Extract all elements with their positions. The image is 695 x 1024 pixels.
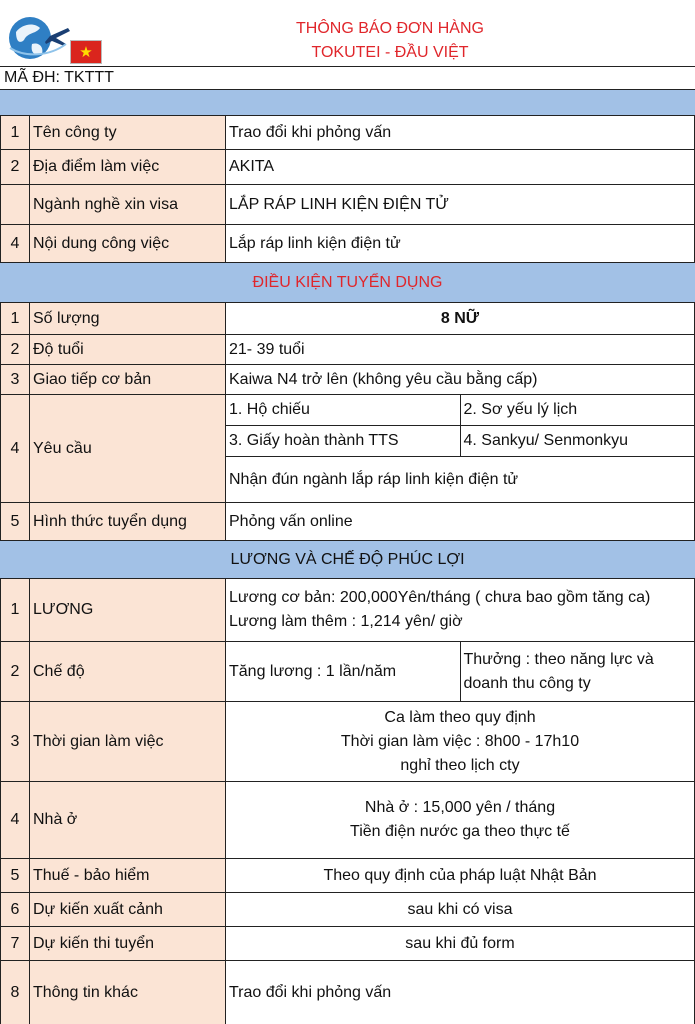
- row-number: 3: [0, 702, 30, 781]
- row-label: Chế độ: [30, 642, 226, 701]
- row-number: 4: [0, 782, 30, 858]
- notice-title: THÔNG BÁO ĐƠN HÀNG: [296, 20, 484, 37]
- row-label: Địa điểm làm việc: [30, 150, 226, 184]
- row-number: 1: [0, 303, 30, 334]
- row-number: 7: [0, 927, 30, 960]
- row-number: [0, 185, 30, 224]
- table-row: [0, 116, 695, 150]
- row-label: Thời gian làm việc: [30, 702, 226, 781]
- row-label: Thông tin khác: [30, 961, 226, 1024]
- requirement-item: 3. Giấy hoàn thành TTS: [229, 432, 399, 449]
- globe-plane-logo-icon: [6, 14, 72, 60]
- row-value: 21- 39 tuổi: [226, 335, 695, 364]
- work-time-line: nghỉ theo lịch cty: [400, 756, 520, 774]
- row-label: Yêu cầu: [30, 395, 226, 502]
- requirements-subrow: [226, 426, 694, 457]
- table-row: [0, 893, 695, 927]
- row-number: 1: [0, 116, 30, 149]
- row-value: Kaiwa N4 trở lên (không yêu cầu bằng cấp): [226, 365, 695, 394]
- row-label: Độ tuổi: [30, 335, 226, 364]
- row-value: sau khi đủ form: [226, 927, 695, 960]
- requirements-subrow: [226, 395, 694, 426]
- row-label: Dự kiến thi tuyển: [30, 927, 226, 960]
- salary-raise: Tăng lương : 1 lần/năm: [229, 662, 397, 680]
- row-value: 8 NỮ: [226, 303, 695, 334]
- table-row: [0, 579, 695, 642]
- housing-value: [226, 782, 695, 858]
- table-row: [0, 961, 695, 1024]
- regime-subrow: [226, 642, 694, 701]
- table-row: [0, 782, 695, 859]
- salary-base: Lương cơ bản: 200,000Yên/tháng ( chưa bao gồm tăng ca): [229, 589, 651, 606]
- table-row: [0, 642, 695, 702]
- row-number: 4: [0, 225, 30, 262]
- table-row: [0, 395, 695, 503]
- row-label: Ngành nghề xin visa: [30, 185, 226, 224]
- regime-grid: [226, 642, 695, 701]
- table-row: [0, 335, 695, 365]
- notice-subtitle: TOKUTEI - ĐẦU VIỆT: [311, 44, 469, 61]
- header: [0, 0, 695, 66]
- requirement-item: 4. Sankyu/ Senmonkyu: [460, 426, 695, 456]
- row-label: Số lượng: [30, 303, 226, 334]
- row-value: Lắp ráp linh kiện điện tử: [226, 225, 695, 262]
- requirement-item: 1. Hộ chiếu: [229, 401, 310, 418]
- requirements-subrow: [226, 457, 694, 502]
- vietnam-flag-icon: ★: [70, 40, 102, 64]
- row-value: AKITA: [226, 150, 695, 184]
- row-label: LƯƠNG: [30, 579, 226, 641]
- row-number: 5: [0, 503, 30, 540]
- row-label: Tên công ty: [30, 116, 226, 149]
- housing-line: Nhà ở : 15,000 yên / tháng: [364, 799, 556, 816]
- row-number: 4: [0, 395, 30, 502]
- section-header-benefits: LƯƠNG VÀ CHẾ ĐỘ PHÚC LỢI: [0, 541, 695, 579]
- order-table: [0, 116, 695, 1024]
- housing-line: Tiền điện nước ga theo thực tế: [350, 823, 570, 840]
- row-label: Thuế - bảo hiểm: [30, 859, 226, 892]
- row-value: Phỏng vấn online: [226, 503, 695, 540]
- table-row: [0, 365, 695, 395]
- row-number: 5: [0, 859, 30, 892]
- row-label: Hình thức tuyển dụng: [30, 503, 226, 540]
- requirements-grid: [226, 395, 695, 502]
- table-row: [0, 225, 695, 263]
- row-label: Dự kiến xuất cảnh: [30, 893, 226, 926]
- row-number: 2: [0, 150, 30, 184]
- salary-value: [226, 579, 695, 641]
- work-time-line: Ca làm theo quy định: [384, 708, 536, 726]
- table-row: [0, 150, 695, 185]
- table-row: [0, 303, 695, 335]
- bonus-line: doanh thu công ty: [463, 674, 591, 692]
- row-value: Theo quy định của pháp luật Nhật Bản: [226, 859, 695, 892]
- row-number: 6: [0, 893, 30, 926]
- work-time-value: [226, 702, 695, 781]
- table-row: [0, 859, 695, 893]
- table-row: [0, 927, 695, 961]
- row-label: Giao tiếp cơ bản: [30, 365, 226, 394]
- bonus-line: Thưởng : theo năng lực và: [463, 650, 654, 668]
- table-row: [0, 702, 695, 782]
- row-value: LẮP RÁP LINH KIỆN ĐIỆN TỬ: [226, 185, 695, 224]
- requirement-note: Nhận đún ngành lắp ráp linh kiện điện tử: [229, 470, 519, 488]
- order-code: MÃ ĐH: TKTTT: [0, 66, 695, 90]
- blue-divider-bar: [0, 90, 695, 116]
- row-value: sau khi có visa: [226, 893, 695, 926]
- table-row: [0, 185, 695, 225]
- table-row: [0, 503, 695, 541]
- row-label: Nhà ở: [30, 782, 226, 858]
- bonus-info: [460, 642, 695, 701]
- row-number: 2: [0, 642, 30, 701]
- row-value: Trao đổi khi phỏng vấn: [226, 116, 695, 149]
- requirement-item: 2. Sơ yếu lý lịch: [460, 395, 695, 425]
- work-time-line: Thời gian làm việc : 8h00 - 17h10: [340, 732, 580, 750]
- row-label: Nội dung công việc: [30, 225, 226, 262]
- row-value: Trao đổi khi phỏng vấn: [226, 961, 695, 1024]
- row-number: 8: [0, 961, 30, 1024]
- row-number: 3: [0, 365, 30, 394]
- salary-overtime: Lương làm thêm : 1,214 yên/ giờ: [229, 613, 463, 630]
- row-number: 1: [0, 579, 30, 641]
- row-number: 2: [0, 335, 30, 364]
- section-header-recruitment: ĐIỀU KIỆN TUYỂN DỤNG: [0, 263, 695, 303]
